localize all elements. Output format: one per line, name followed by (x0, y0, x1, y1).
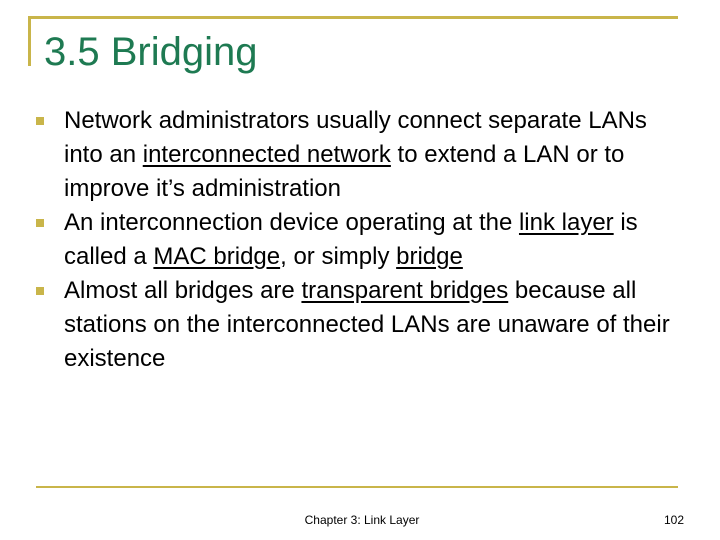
square-bullet-icon (36, 117, 44, 125)
underlined-term: bridge (396, 243, 463, 270)
bullet-text: is called a (64, 209, 638, 270)
bottom-rule (36, 486, 678, 488)
bullet-list (36, 104, 676, 376)
bullet-item (36, 274, 676, 376)
bullet-text: Network administrators usually connect separate LANs into an (64, 107, 647, 168)
bullet-text: An interconnection device operating at the (64, 209, 519, 236)
bullet-text: to extend a LAN or to improve it’s administration (64, 141, 625, 202)
underlined-term: link layer (518, 209, 614, 236)
square-bullet-icon (36, 287, 44, 295)
bullet-item (36, 206, 676, 274)
bullet-text: because all stations on the interconnected LANs are unaware of their existence (64, 277, 670, 372)
bullet-item (36, 104, 676, 206)
slide-title: 3.5 Bridging (44, 30, 258, 74)
underlined-term: MAC bridge (153, 243, 281, 270)
top-rule (28, 16, 678, 19)
bullet-text: , or simply (280, 243, 397, 270)
footer-chapter: Chapter 3: Link Layer (304, 513, 420, 527)
left-rule (28, 16, 31, 66)
underlined-term: transparent bridges (301, 277, 509, 304)
bullet-text: Almost all bridges are (64, 277, 302, 304)
square-bullet-icon (36, 219, 44, 227)
page-number: 102 (663, 513, 684, 527)
underlined-term: interconnected network (142, 141, 391, 168)
